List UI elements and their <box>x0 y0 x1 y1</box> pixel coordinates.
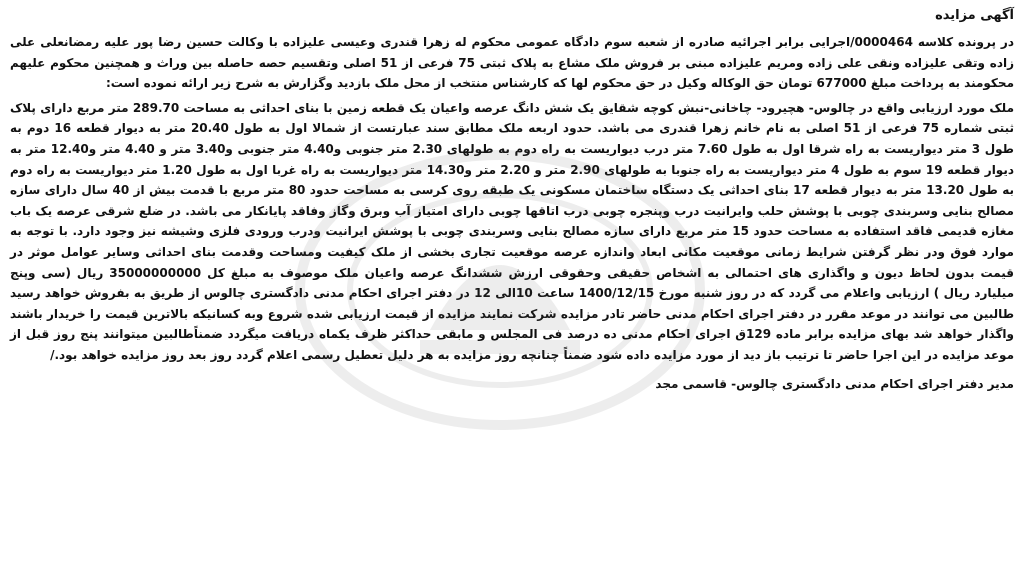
notice-title: آگهی مزایده <box>935 8 1014 23</box>
signature-line: مدیر دفتر اجرای احکام مدنی دادگستری چالوس- قاسمی مجد <box>655 376 1014 391</box>
case-paragraph: در پرونده کلاسه 0000464/اجرایی برابر اجرائیه صادره از شعبه سوم دادگاه عمومی محکوم له زهرا قندری وعیسی علیزاده با وکالت حسین رضا پور علیه رمضانعلی علی زاده وتقی علیزاده ونقی علی زاده ومریم علیزاده مبنی بر فروش ملک مشاع به پلاک ثبتی 75 فرعی از 51 اصلی وتقسیم حصه حاصله بین وراث و همچنین محکوم علیهم محکومند به پرداخت مبلغ 677000 تومان حق الوکاله وکیل در حق محکوم لها که کارشناس منتخب از محل ملک بازدید وگزارش به شرح زیر ارائه نموده است: <box>10 35 1015 91</box>
property-description-paragraph: ملک مورد ارزیابی واقع در چالوس- هچیرود- چاخانی-نبش کوچه شقایق یک شش دانگ عرصه واعیان یک قطعه زمین با بنای احداثی به مساحت 289.70 متر مربع دارای پلاک ثبتی شماره 75 فرعی از 51 اصلی به نام خانم زهرا قندری می باشد. حدود اربعه ملک مطابق سند عبارتست از شمالا اول به طول 20.40 متر به دیوار قطعه 16 دوم به طول 3 متر دیواریست به راه شرقا اول به طول 7.60 متر درب دیواریست به راه دوم به طولهای 2.30 متر جنوبی و4.40 متر جنوبی و3.40 متر و 4.40 متر و12.40 متر به دیوار قطعه 19 سوم به طول 4 متر دیواریست به راه جنوبا به طولهای 2.90 متر و 2.20 متر و14.30 متر دیواریست به راه غربا اول به طول 1.20 متر دیواریست به راه دوم به طول 13.20 متر به دیوار قطعه 17 بنای احداثی یک دستگاه ساختمان مسکونی یک طبقه روی کرسی به مساحت حدود 80 متر مربع با قدمت بیش از 40 سال دارای سازه مصالح بنایی وسربندی چوبی با پوشش حلب وایرانیت درب وپنجره چوبی درب اتاقها چوبی دارای امتیاز آب وبرق وگاز وفاقد پایانکار می باشد. در ضلع شرقی عرصه یک باب مغازه قدیمی فاقد استفاده به مساحت حدود 15 متر مربع دارای سازه مصالح بنایی وسربندی چوبی با پوشش ایرانیت ودرب ورودی فلزی وشیشه نیز وجود دارد. با توجه به موارد فوق ودر نظر گرفتن شرایط زمانی موقعیت مکانی ابعاد واندازه عرصه موقعیت تجاری بخشی از ملک کیفیت ومساحت وقدمت بنای احداثی وسایر عوامل موثر در قیمت بدون لحاظ دیون و واگذاری های احتمالی به اشخاص حقیقی وحقوقی ارزش ششدانگ عرصه واعیان ملک موصوف به مبلغ کل 35000000000 ریال (سی وپنج میلیارد ریال ) ارزیابی واعلام می گردد که در روز شنبه مورخ 1400/12/15 ساعت 10الی 12 در دفتر اجرای احکام مدنی دادگستری چالوس از طریق به بفروش خواهد رسید طالبین می توانند در موعد مقرر در دفتر اجرای احکام مدنی حاضر تادر مزایده شرکت نمایند مزایده از قیمت ارزیابی شده شروع وبه کسانیکه بالاترین قیمت را خریدار باشند واگذار خواهد شد بهای مزایده برابر ماده 129ق اجرای احکام مدنی ده درصد فی المجلس و مابقی حداکثر ظرف یکماه دریافت میگردد ضمناًطالبین میتوانند پنج روز قبل از موعد مزایده در این اجرا حاضر تا ترتیب باز دید از مورد مزایده داده شود ضمناً چنانچه روز مزایده به هر دلیل تعطیل رسمی اعلام گردد روز بعد روز مزایده خواهد بود./ <box>10 100 1015 362</box>
